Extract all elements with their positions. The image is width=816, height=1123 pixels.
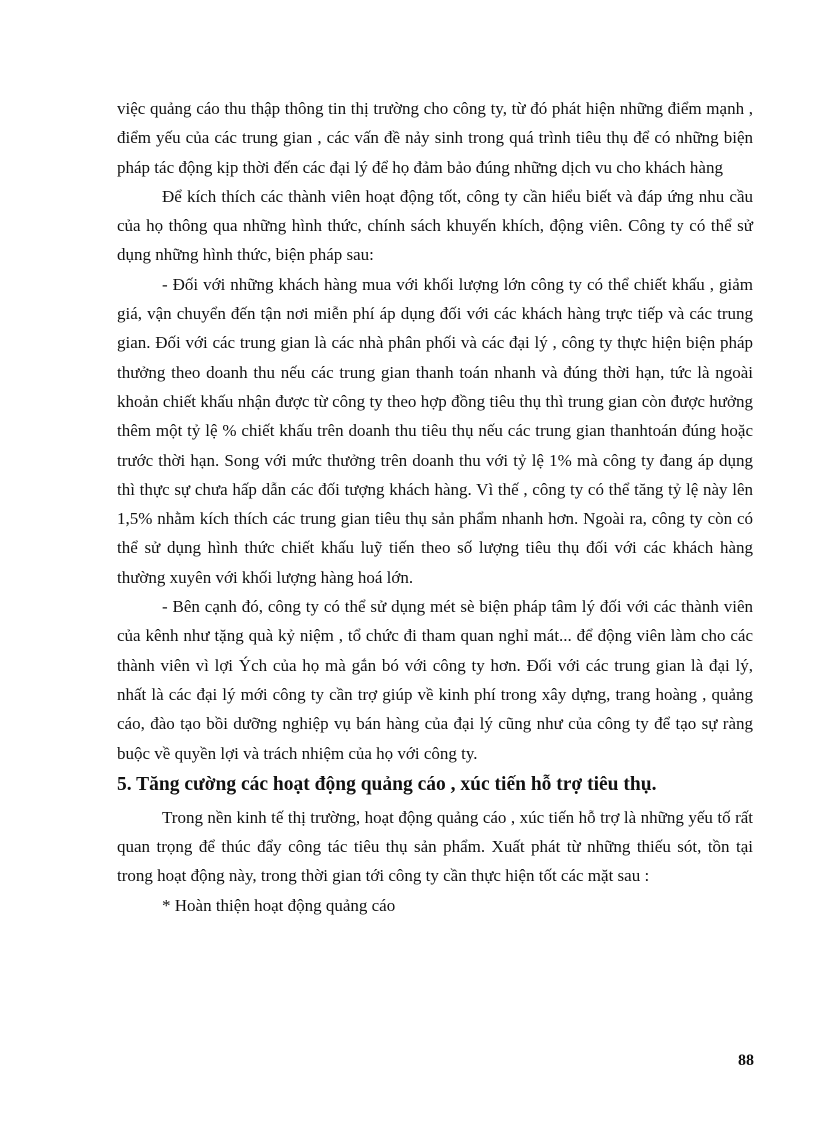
paragraph-incentives-intro: Để kích thích các thành viên hoạt động tốt, công ty cần hiểu biết và đáp ứng nhu cầu của họ thông qua những hình thức, chính sách khuyến khích, động viên. Công ty có thể sử dụng những hình thức, biện pháp sau: [117, 186, 753, 265]
page-body [117, 94, 753, 920]
bullet-item: * Hoàn thiện hoạt động quảng cáo [162, 895, 396, 915]
paragraph-discount-measures: - Đối với những khách hàng mua với khối lượng lớn công ty có thể chiết khấu , giảm giá, vận chuyển đến tận nơi miễn phí áp dụng đối với các khách hàng trực tiếp và các trung gian. Đối với các trung gian là các nhà phân phối và các đại lý , công ty thực hiện biện pháp thưởng theo doanh thu nếu các trung gian thanh toán nhanh và đúng thời hạn, tức là ngoài khoản chiết khấu nhận được từ công ty theo hợp đồng tiêu thụ thì trung gian còn được hưởng thêm một tỷ lệ % chiết khấu trên doanh thu tiêu thụ nếu các trung gian thanhtoán đúng hoặc trước thời hạn. Song với mức thưởng trên doanh thu với tỷ lệ 1% mà công ty đang áp dụng thì thực sự chưa hấp dẫn các đối tượng khách hàng. Vì thế , công ty có thể tăng tỷ lệ này lên 1,5% nhằm kích thích các trung gian tiêu thụ sản phẩm nhanh hơn. Ngoài ra, công ty còn có thể sử dụng hình thức chiết khấu luỹ tiến theo số lượng tiêu thụ đối với các khách hàng thường xuyên với khối lượng hàng hoá lớn. [117, 274, 753, 587]
page-number: 88 [738, 1052, 754, 1069]
section-heading: 5. Tăng cường các hoạt động quảng cáo , xúc tiến hỗ trợ tiêu thụ. [117, 773, 657, 795]
paragraph-continuation: việc quảng cáo thu thập thông tin thị trường cho công ty, từ đó phát hiện những điểm mạnh , điểm yếu của các trung gian , các vấn đề nảy sinh trong quá trình tiêu thụ để có những biện pháp tác động kịp thời đến các đại lý để họ đảm bảo đúng những dịch vu cho khách hàng [117, 99, 753, 177]
paragraph-advertising-intro: Trong nền kinh tế thị trường, hoạt động quảng cáo , xúc tiến hỗ trợ là những yếu tố rất quan trọng để thúc đẩy công tác tiêu thụ sản phẩm. Xuất phát từ những thiếu sót, tồn tại trong hoạt động này, trong thời gian tới công ty cần thực hiện tốt các mặt sau : [117, 807, 753, 886]
paragraph-psychological-measures: - Bên cạnh đó, công ty có thể sử dụng mét sè biện pháp tâm lý đối với các thành viên của kênh như tặng quà kỷ niệm , tổ chức đi tham quan nghỉ mát... để động viên làm cho các thành viên vì lợi Ých của họ mà gắn bó với công ty hơn. Đối với các trung gian là đại lý, nhất là các đại lý mới công ty cần trợ giúp về kinh phí trong xây dựng, trang hoàng , quảng cáo, đào tạo bồi dưỡng nghiệp vụ bán hàng của đại lý cũng như của công ty để tạo sự ràng buộc về quyền lợi và trách nhiệm của họ với công ty. [117, 597, 753, 763]
